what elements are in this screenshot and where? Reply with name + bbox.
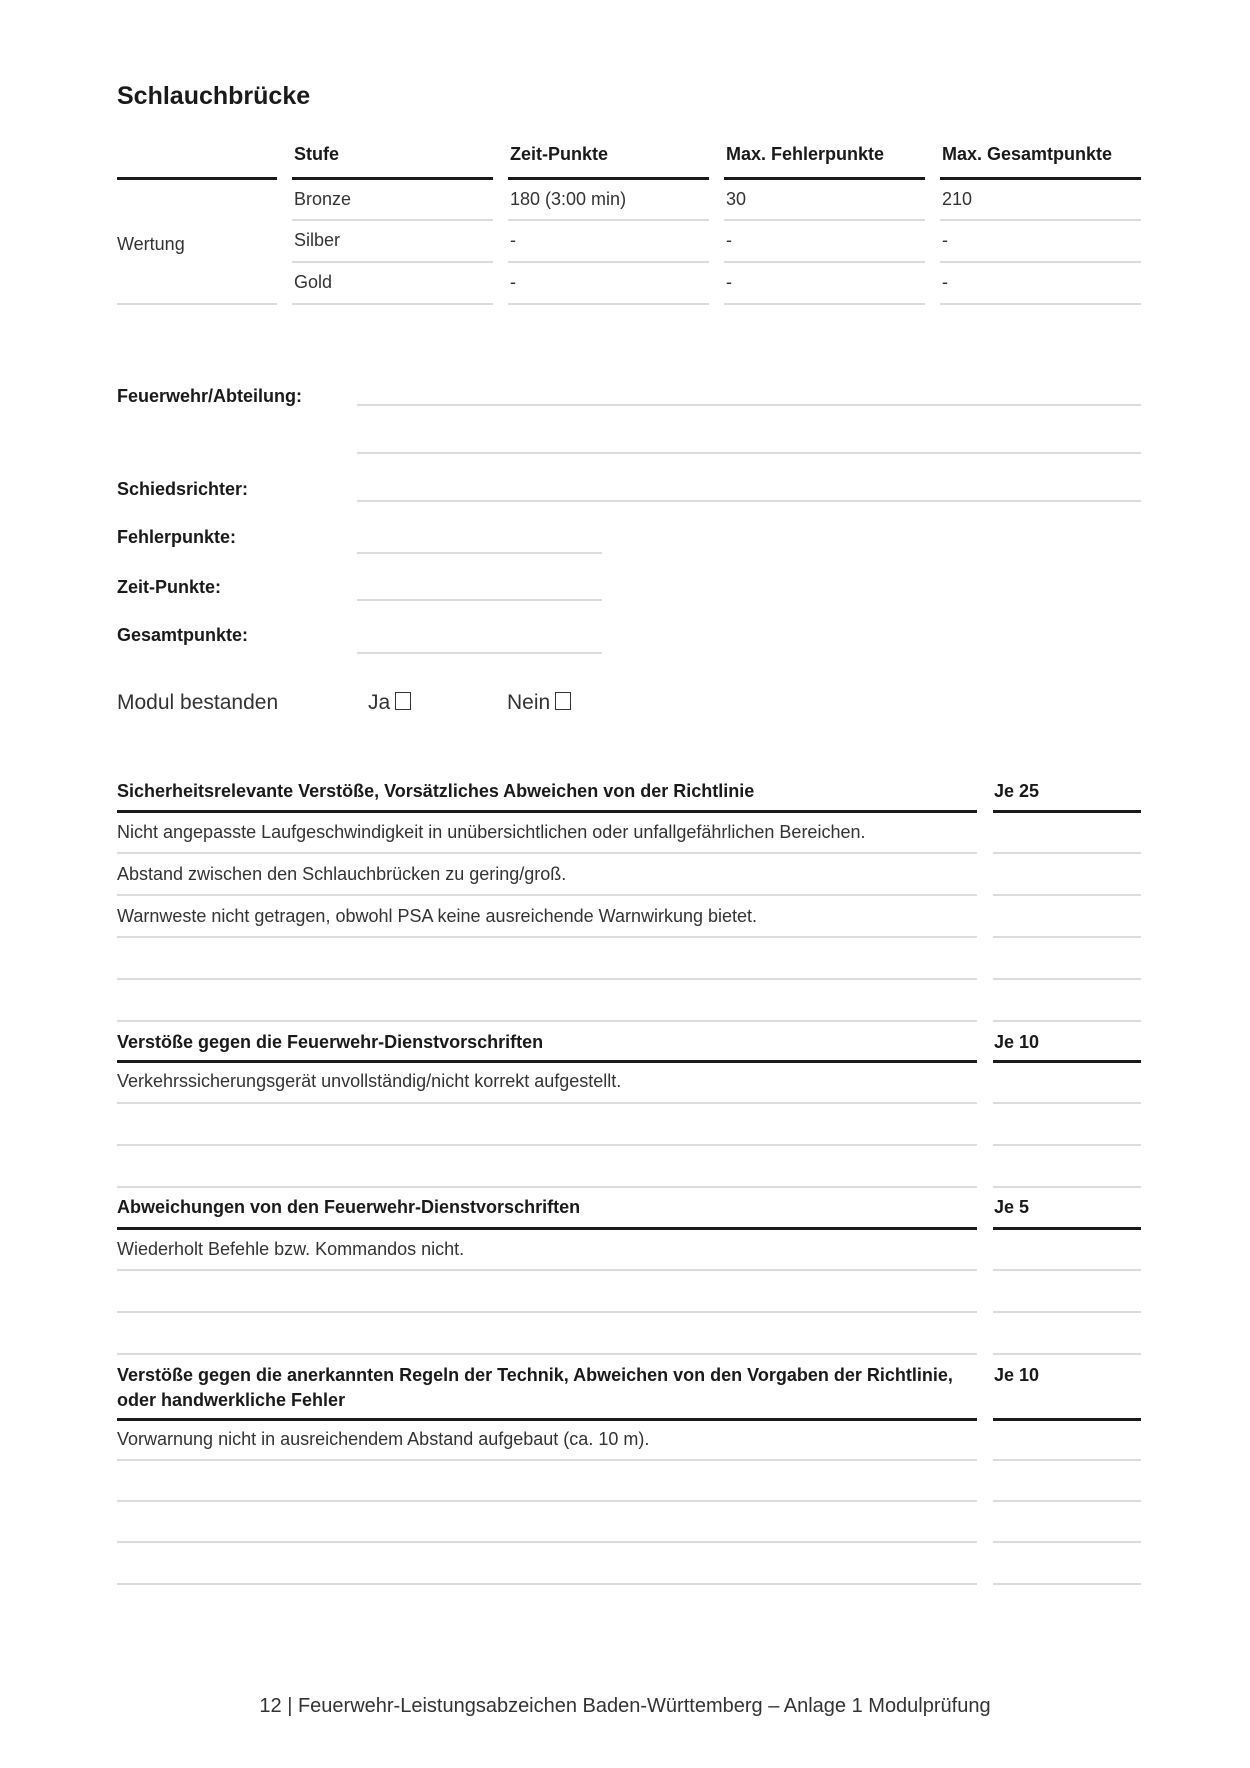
schiedsrichter-field[interactable] <box>357 500 1141 502</box>
points-field[interactable] <box>993 894 1141 896</box>
item-rule <box>117 1269 977 1271</box>
section-rule <box>993 1060 1141 1063</box>
nein-checkbox[interactable] <box>555 692 571 710</box>
table-header-zeit-punkte: Zeit-Punkte <box>510 144 609 164</box>
table-cell: - <box>510 230 516 250</box>
table-cell: - <box>726 230 732 250</box>
points-field[interactable] <box>993 1583 1141 1585</box>
gesamtpunkte-field[interactable] <box>357 652 602 654</box>
blank-line[interactable] <box>117 1186 977 1188</box>
section-points: Je 10 <box>994 1365 1040 1385</box>
gesamtpunkte-label: Gesamtpunkte: <box>117 625 249 645</box>
table-cell: - <box>942 272 948 292</box>
header-rule <box>724 177 925 180</box>
section-points: Je 10 <box>994 1032 1040 1052</box>
blank-line[interactable] <box>117 1583 977 1585</box>
blank-line[interactable] <box>117 1311 977 1313</box>
nein-option[interactable] <box>507 691 571 715</box>
row-label-wertung: Wertung <box>117 234 185 254</box>
section-heading: Verstöße gegen die Feuerwehr-Dienstvorschriften <box>117 1032 544 1052</box>
header-rule <box>117 177 277 180</box>
row-rule <box>940 219 1141 221</box>
points-field[interactable] <box>993 1459 1141 1461</box>
blank-line[interactable] <box>117 1541 977 1543</box>
blank-line[interactable] <box>117 1353 977 1355</box>
header-rule <box>292 177 493 180</box>
table-cell: Bronze <box>294 189 352 209</box>
row-rule <box>508 303 709 305</box>
points-field[interactable] <box>993 1020 1141 1022</box>
header-rule <box>940 177 1141 180</box>
points-field[interactable] <box>993 1353 1141 1355</box>
blank-line[interactable] <box>117 1144 977 1146</box>
section-points: Je 25 <box>994 781 1040 801</box>
table-cell: - <box>942 230 948 250</box>
table-cell: 180 (3:00 min) <box>510 189 627 209</box>
row-rule <box>940 261 1141 263</box>
table-cell: - <box>726 272 732 292</box>
ja-option[interactable] <box>368 691 411 715</box>
zeitpunkte-field[interactable] <box>357 599 602 601</box>
table-header-max-fehlerpunkte: Max. Fehlerpunkte <box>726 144 885 164</box>
violation-item: Verkehrssicherungsgerät unvollständig/nicht korrekt aufgestellt. <box>117 1071 622 1091</box>
nein-label: Nein <box>507 691 551 714</box>
table-cell: 30 <box>726 189 747 209</box>
row-rule <box>508 219 709 221</box>
blank-line[interactable] <box>117 978 977 980</box>
item-rule <box>117 1102 977 1104</box>
points-field[interactable] <box>993 1186 1141 1188</box>
table-header-max-gesamtpunkte: Max. Gesamtpunkte <box>942 144 1113 164</box>
blank-line[interactable] <box>117 1020 977 1022</box>
fehlerpunkte-label: Fehlerpunkte: <box>117 527 237 547</box>
feuerwehr-field-line-2[interactable] <box>357 452 1141 454</box>
item-rule <box>117 1459 977 1461</box>
row-rule <box>724 219 925 221</box>
modul-bestanden-label: Modul bestanden <box>117 691 279 714</box>
row-rule <box>292 303 493 305</box>
table-cell: 210 <box>942 189 973 209</box>
points-field[interactable] <box>993 936 1141 938</box>
section-rule <box>993 810 1141 813</box>
row-rule <box>940 303 1141 305</box>
blank-line[interactable] <box>117 1500 977 1502</box>
section-rule <box>993 1418 1141 1421</box>
row-rule <box>292 261 493 263</box>
schiedsrichter-label: Schiedsrichter: <box>117 479 249 499</box>
section-rule <box>117 810 977 813</box>
points-field[interactable] <box>993 1500 1141 1502</box>
section-points: Je 5 <box>994 1197 1030 1217</box>
section-heading: Sicherheitsrelevante Verstöße, Vorsätzliches Abweichen von der Richtlinie <box>117 781 755 801</box>
item-rule <box>117 936 977 938</box>
page-footer: 12 | Feuerwehr-Leistungsabzeichen Baden-Württemberg – Anlage 1 Modulprüfung <box>259 1695 991 1717</box>
feuerwehr-label: Feuerwehr/Abteilung: <box>117 386 303 406</box>
points-field[interactable] <box>993 1311 1141 1313</box>
feuerwehr-field[interactable] <box>357 404 1141 406</box>
table-cell: Silber <box>294 230 341 250</box>
violation-item: Nicht angepasste Laufgeschwindigkeit in unübersichtlichen oder unfallgefährlichen Bereichen. <box>117 822 866 842</box>
item-rule <box>117 852 977 854</box>
points-field[interactable] <box>993 1102 1141 1104</box>
violation-item: Vorwarnung nicht in ausreichendem Abstand aufgebaut (ca. 10 m). <box>117 1429 650 1449</box>
points-field[interactable] <box>993 852 1141 854</box>
section-rule <box>117 1418 977 1421</box>
table-header-stufe: Stufe <box>294 144 339 164</box>
fehlerpunkte-field[interactable] <box>357 552 602 554</box>
row-rule <box>724 303 925 305</box>
item-rule <box>117 894 977 896</box>
header-rule <box>508 177 709 180</box>
violation-item: Warnweste nicht getragen, obwohl PSA keine ausreichende Warnwirkung bietet. <box>117 906 758 926</box>
row-rule <box>292 219 493 221</box>
section-heading: Abweichungen von den Feuerwehr-Dienstvorschriften <box>117 1197 581 1217</box>
section-rule <box>993 1227 1141 1230</box>
zeitpunkte-label: Zeit-Punkte: <box>117 577 222 597</box>
points-field[interactable] <box>993 978 1141 980</box>
row-rule <box>724 261 925 263</box>
table-cell: - <box>510 272 516 292</box>
points-field[interactable] <box>993 1541 1141 1543</box>
section-rule <box>117 1227 977 1230</box>
section-heading: Verstöße gegen die anerkannten Regeln der Technik, Abweichen von den Vorgaben der Richtlinie, oder handwerkliche Fehler <box>117 1365 953 1410</box>
row-rule <box>508 261 709 263</box>
violation-item: Abstand zwischen den Schlauchbrücken zu gering/groß. <box>117 864 567 884</box>
points-field[interactable] <box>993 1144 1141 1146</box>
section-rule <box>117 1060 977 1063</box>
ja-label: Ja <box>368 691 391 714</box>
page-title: Schlauchbrücke <box>117 82 311 110</box>
row-rule <box>117 303 277 305</box>
ja-checkbox[interactable] <box>395 692 411 710</box>
violation-item: Wiederholt Befehle bzw. Kommandos nicht. <box>117 1239 465 1259</box>
points-field[interactable] <box>993 1269 1141 1271</box>
table-cell: Gold <box>294 272 333 292</box>
